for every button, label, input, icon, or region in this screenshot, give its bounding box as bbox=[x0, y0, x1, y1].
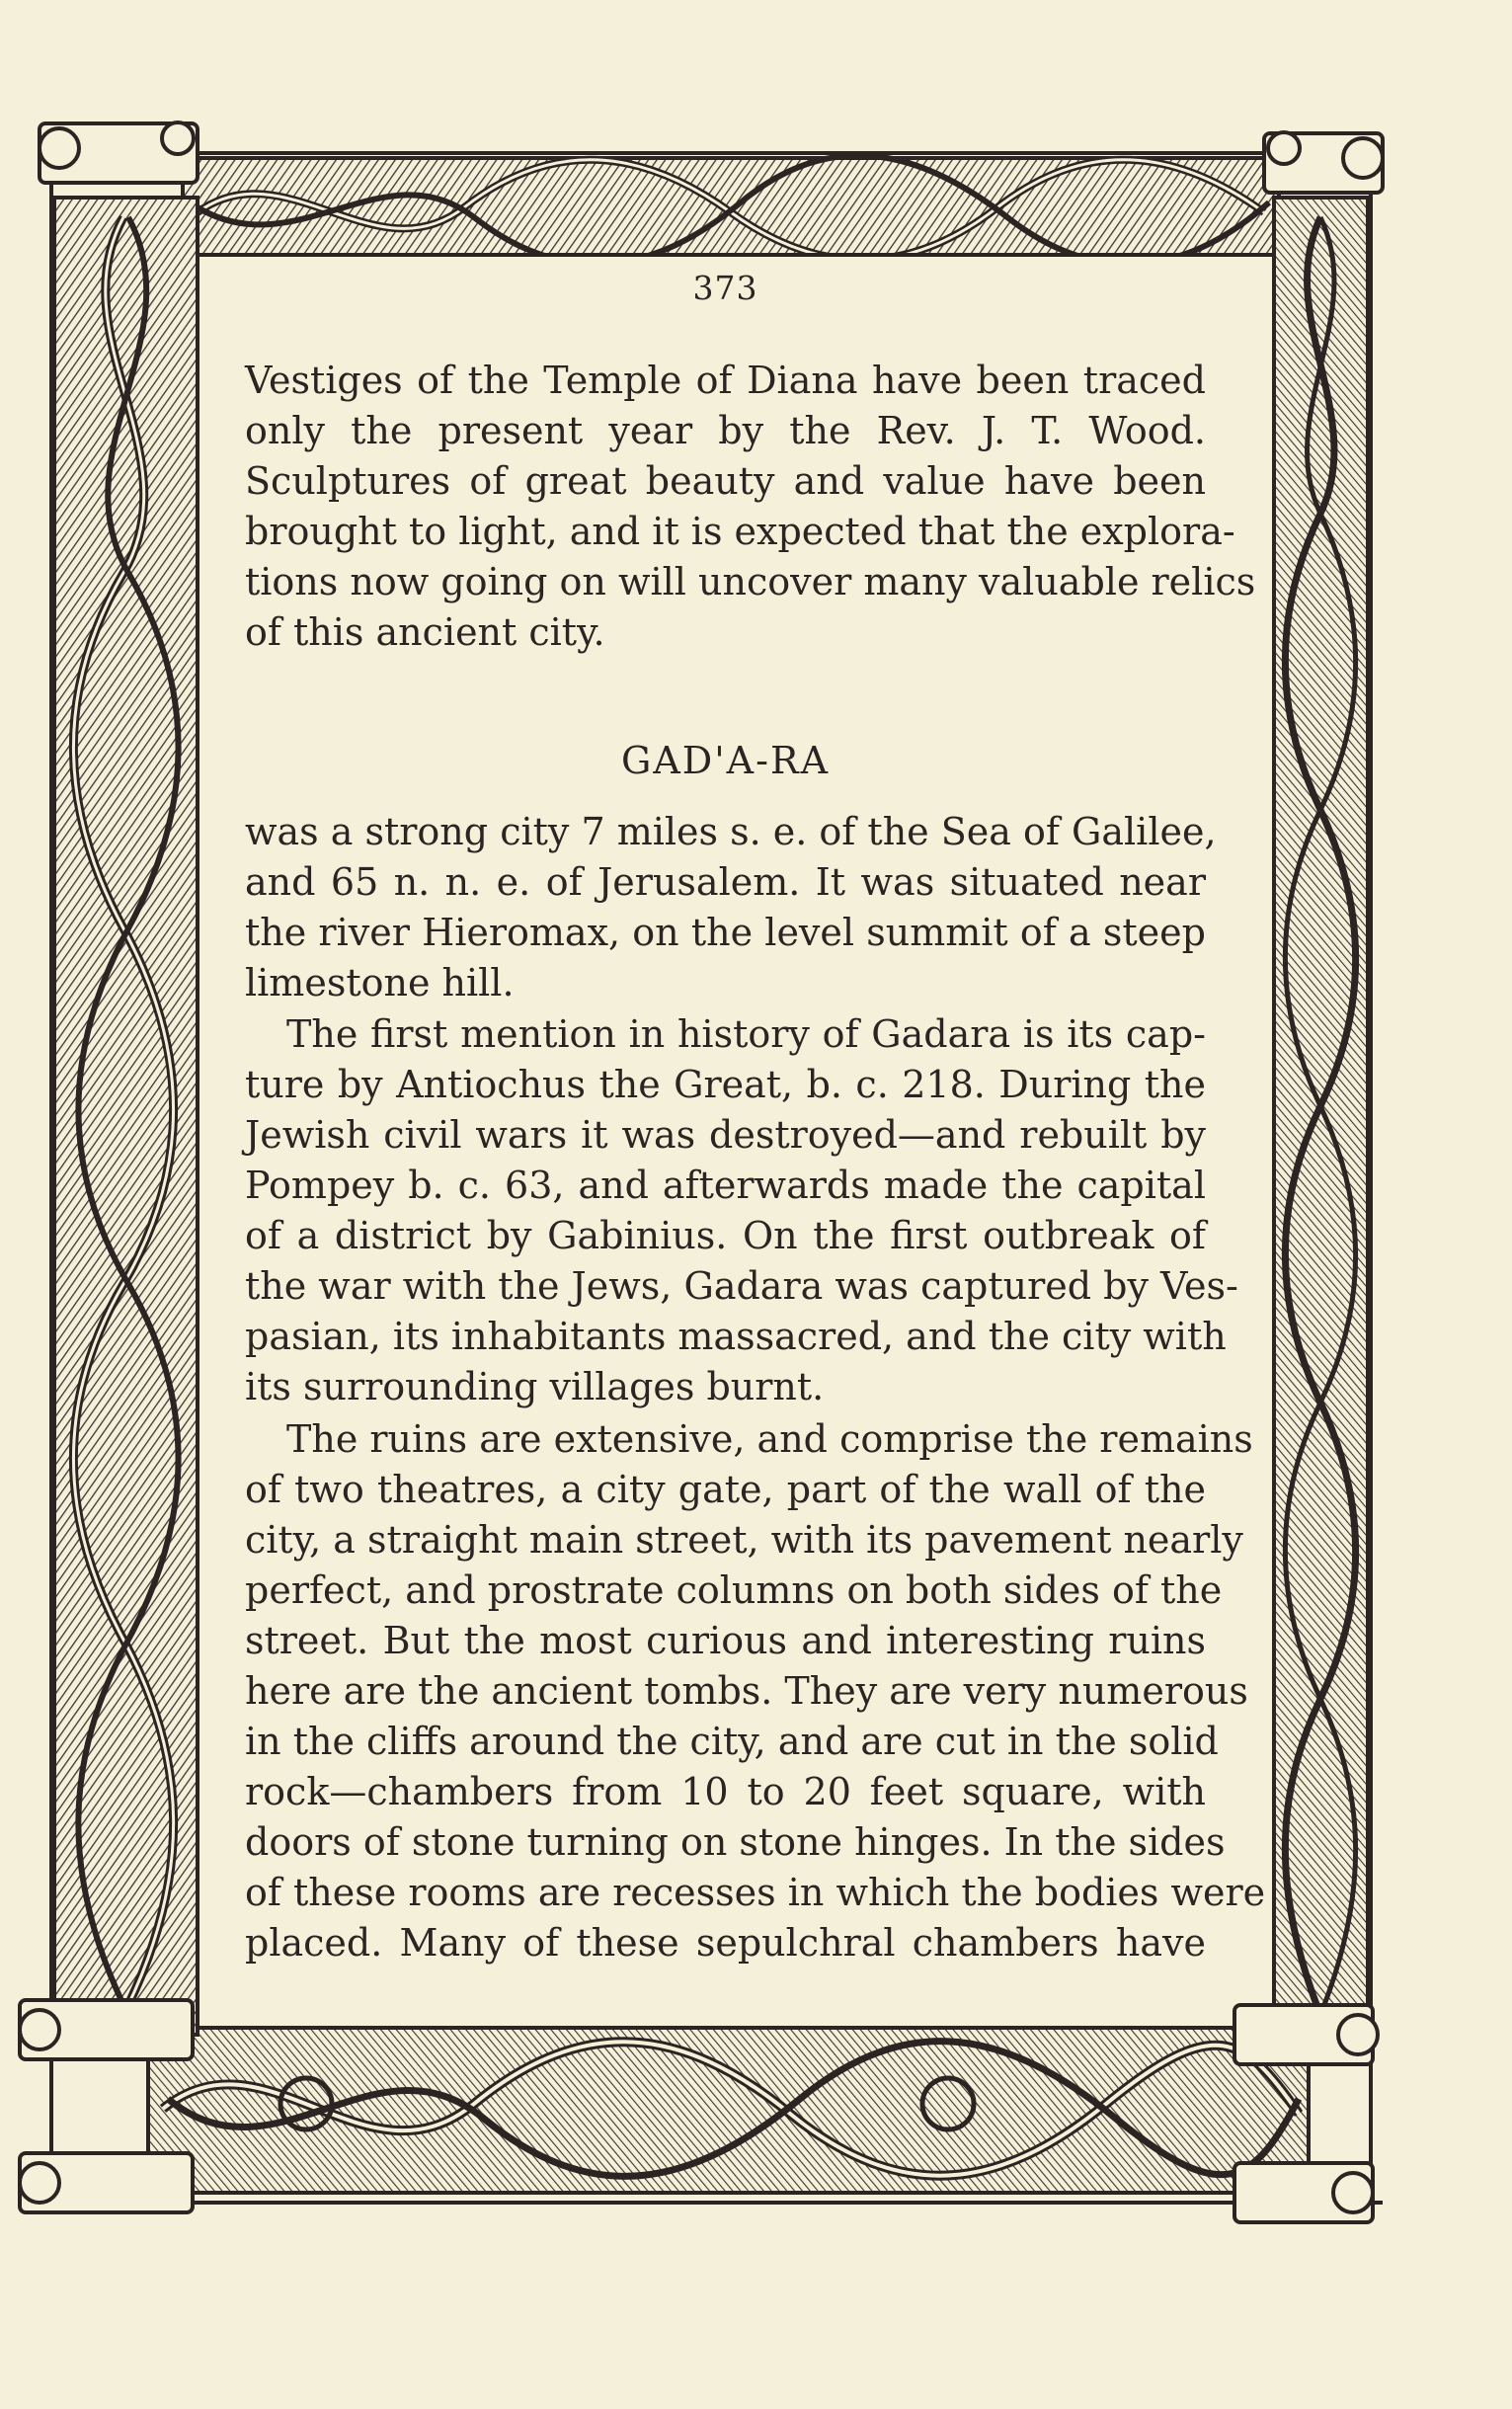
text-line: of two theatres, a city gate, part of the wall of the bbox=[245, 1468, 1206, 1511]
section-title: GAD'A-RA bbox=[620, 739, 831, 782]
left-border-band bbox=[54, 198, 198, 2035]
text-line: The first mention in history of Gadara is its cap- bbox=[286, 1012, 1206, 1056]
text-line: doors of stone turning on stone hinges. In the sides bbox=[245, 1820, 1226, 1864]
page-number: 373 bbox=[692, 269, 758, 307]
text-line: Vestiges of the Temple of Diana have been traced bbox=[245, 359, 1206, 402]
text-line: street. But the most curious and interesting ruins bbox=[245, 1619, 1206, 1662]
text-line: only the present year by the Rev. J. T. Wood. bbox=[245, 409, 1206, 452]
intro-paragraph bbox=[245, 356, 1256, 658]
text-line: brought to light, and it is expected that the explora- bbox=[245, 510, 1235, 553]
text-line: Sculptures of great beauty and value have been bbox=[245, 459, 1206, 503]
paragraph-2 bbox=[245, 1009, 1238, 1412]
text-line: limestone hill. bbox=[245, 961, 515, 1004]
top-border-band bbox=[183, 155, 1279, 264]
text-line: of this ancient city. bbox=[245, 610, 605, 654]
text-line: the river Hieromax, on the level summit of a steep bbox=[245, 911, 1206, 954]
text-line: city, a straight main street, with its pavement nearly bbox=[245, 1518, 1243, 1562]
text-line: tions now going on will uncover many valuable relics bbox=[245, 560, 1256, 603]
text-line: was a strong city 7 miles s. e. of the Sea of Galilee, bbox=[245, 810, 1217, 853]
text-line: and 65 n. n. e. of Jerusalem. It was situated near bbox=[245, 860, 1206, 904]
text-line: the war with the Jews, Gadara was captured by Ves- bbox=[245, 1264, 1238, 1308]
text-line: placed. Many of these sepulchral chambers have bbox=[245, 1921, 1206, 1965]
paragraph-1 bbox=[245, 807, 1217, 1008]
text-line: The ruins are extensive, and comprise the remains bbox=[286, 1417, 1253, 1461]
text-line: rock—chambers from 10 to 20 feet square, with bbox=[245, 1770, 1206, 1813]
text-line: ture by Antiochus the Great, b. c. 218. During the bbox=[245, 1063, 1206, 1106]
text-line: pasian, its inhabitants massacred, and the city with bbox=[245, 1315, 1227, 1358]
text-line: here are the ancient tombs. They are very numerous bbox=[245, 1669, 1248, 1713]
text-line: perfect, and prostrate columns on both sides of the bbox=[245, 1568, 1223, 1612]
text-line: its surrounding villages burnt. bbox=[245, 1365, 825, 1408]
right-border-band bbox=[1274, 198, 1368, 2035]
text-line: of these rooms are recesses in which the bodies were bbox=[245, 1871, 1266, 1914]
text-line: of a district by Gabinius. On the first outbreak of bbox=[245, 1214, 1206, 1257]
text-line: in the cliffs around the city, and are cut in the solid bbox=[245, 1720, 1219, 1763]
paragraph-3 bbox=[245, 1414, 1266, 1968]
bottom-border-band bbox=[148, 2025, 1309, 2193]
text-line: Jewish civil wars it was destroyed—and rebuilt by bbox=[245, 1113, 1206, 1157]
text-line: Pompey b. c. 63, and afterwards made the capital bbox=[245, 1164, 1206, 1207]
